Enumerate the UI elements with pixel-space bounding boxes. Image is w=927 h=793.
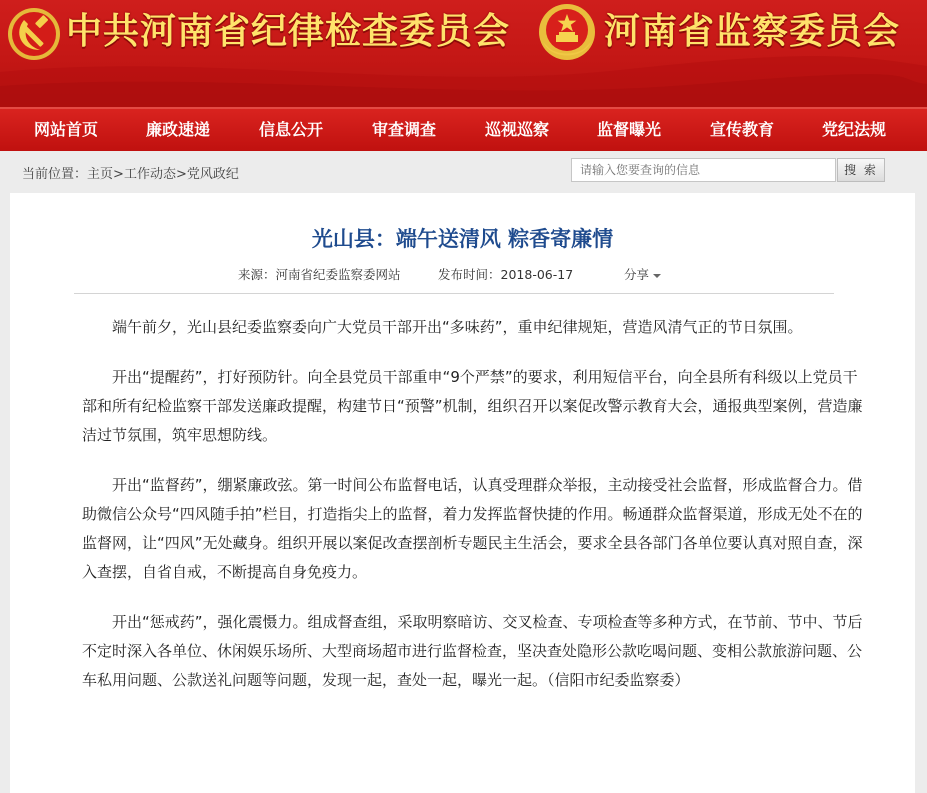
- nav-item-exposure[interactable]: 监督曝光: [597, 120, 662, 139]
- source-label: 来源：: [238, 267, 276, 282]
- share-label: 分享: [624, 267, 650, 282]
- date-value: 2018-06-17: [500, 267, 574, 282]
- header-banner: [0, 0, 927, 107]
- meta-divider: [74, 293, 834, 294]
- national-emblem-icon: [537, 2, 597, 64]
- header-title-right: 河南省监察委员会: [604, 11, 901, 52]
- breadcrumb-separator: >: [113, 167, 124, 182]
- date-label: 发布时间：: [438, 267, 501, 282]
- chevron-down-icon: [653, 274, 661, 278]
- article-paragraph: 端午前夕，光山县纪委监察委向广大党员干部开出“多味药”，重申纪律规矩，营造风清气正的节日氛围。: [112, 318, 803, 336]
- article-meta: [10, 263, 915, 285]
- nav-item-inspection[interactable]: 巡视巡察: [485, 120, 550, 139]
- breadcrumb-separator: >: [175, 167, 187, 182]
- breadcrumb-current-link[interactable]: 党风政纪: [186, 167, 239, 182]
- header-title-left: 中共河南省纪律检查委员会: [66, 11, 511, 52]
- nav-item-investigation[interactable]: 审查调查: [372, 120, 437, 139]
- breadcrumb-section-link[interactable]: 工作动态: [123, 167, 176, 182]
- article-card: [10, 193, 915, 793]
- share-button[interactable]: [624, 265, 661, 283]
- article-date: [438, 265, 573, 283]
- source-value: 河南省纪委监察委网站: [275, 267, 401, 282]
- article-paragraph: 开出“监督药”，绷紧廉政弦。第一时间公布监督电话，认真受理群众举报，主动接受社会监督，形成监督合力。借助微信公众号“四风随手拍”栏目，打造指尖上的监督，着力发挥监督快捷的作用。畅通群众监督渠道，形成无处不在的监督网，让“四风”无处藏身。组织开展以案促改查摆剖析专题民主生活会，要求全县各部门各单位要认真对照自查，深入查摆，自省自戒，不断提高自身免疫力。: [82, 476, 863, 581]
- article-source: [238, 265, 401, 283]
- nav-item-education[interactable]: 宣传教育: [710, 120, 775, 139]
- article-paragraph: 开出“提醒药”，打好预防针。向全县党员干部重申“9个严禁”的要求，利用短信平台，向全县所有科级以上党员干部和所有纪检监察干部发送廉政提醒，构建节日“预警”机制，组织召开以案促改警示教育大会，通报典型案例，营造廉洁过节氛围，筑牢思想防线。: [82, 368, 863, 444]
- article-title: 光山县：端午送清风 粽香寄廉情: [311, 227, 614, 251]
- nav-item-disclosure[interactable]: 信息公开: [259, 120, 324, 139]
- breadcrumb-home-link[interactable]: 主页: [87, 167, 114, 182]
- article-body: [82, 313, 872, 716]
- search-button[interactable]: 搜 索: [837, 158, 885, 182]
- breadcrumb-prefix: 当前位置：: [22, 167, 88, 182]
- search-input[interactable]: [571, 158, 836, 182]
- breadcrumb: [22, 163, 239, 182]
- nav-item-home[interactable]: 网站首页: [34, 120, 99, 139]
- party-emblem-icon: [6, 6, 62, 62]
- nav-item-news[interactable]: 廉政速递: [146, 120, 211, 139]
- main-nav: [0, 107, 927, 151]
- article-paragraph: 开出“惩戒药”，强化震慑力。组成督查组，采取明察暗访、交叉检查、专项检查等多种方式，在节前、节中、节后不定时深入各单位、休闲娱乐场所、大型商场超市进行监督检查，坚决查处隐形公款吃喝问题、变相公款旅游问题、公车私用问题、公款送礼问题等问题，发现一起，查处一起，曝光一起。（信阳市纪委监察委）: [82, 613, 863, 689]
- nav-item-regulations[interactable]: 党纪法规: [822, 120, 887, 139]
